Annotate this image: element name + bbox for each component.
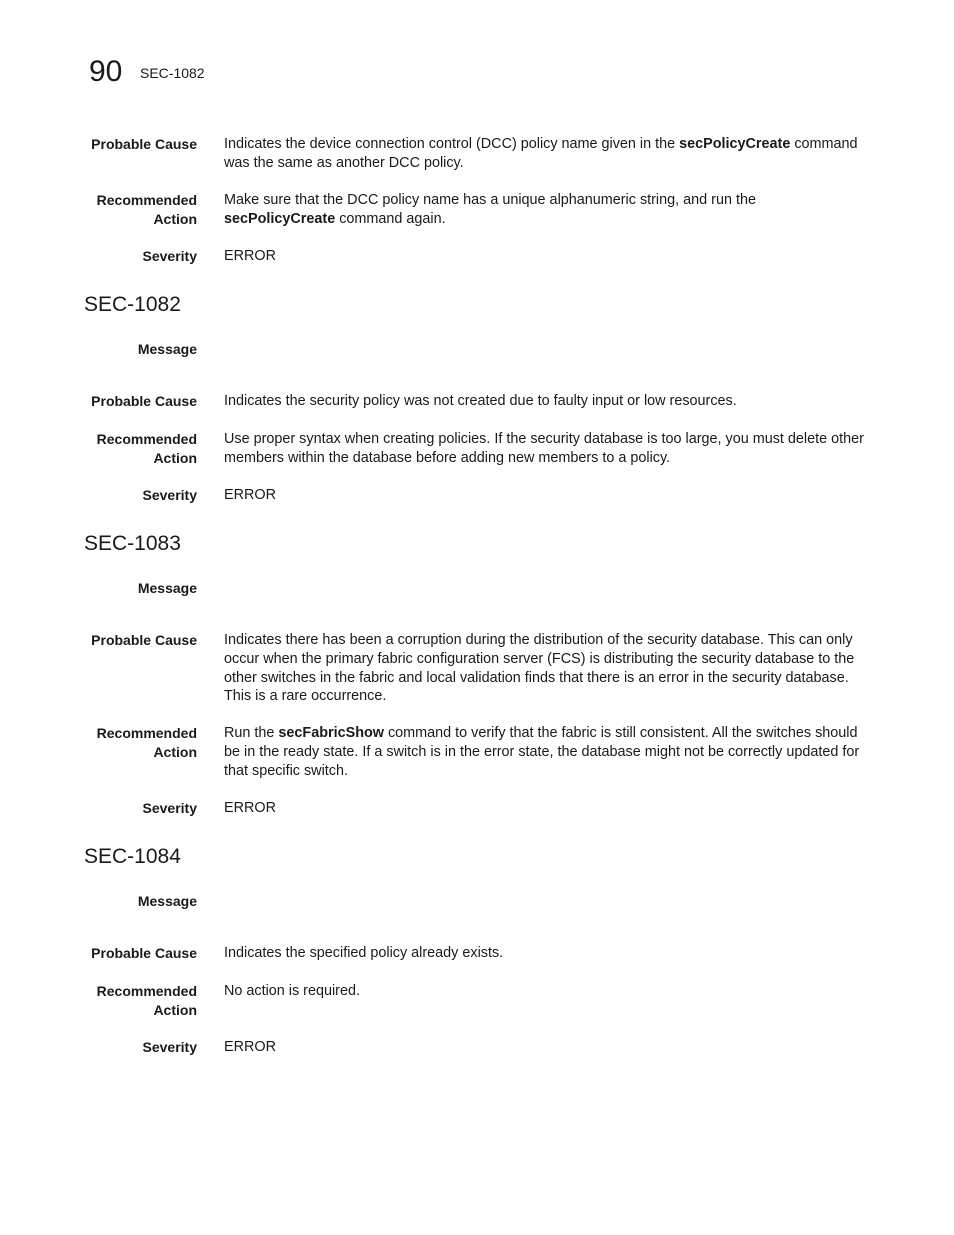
message-label: Message <box>137 580 197 596</box>
probable-cause-text: Indicates the device connection control (DCC) policy name given in the secPolicyCreate command was the same as another DCC policy. <box>224 136 858 171</box>
recommended-action-text: No action is required. <box>224 983 360 999</box>
probable-cause-label: Probable Cause <box>91 945 197 961</box>
command-name: secFabricShow <box>278 725 384 741</box>
recommended-action-text: Make sure that the DCC policy name has a unique alphanumeric string, and run the secPolicyCreate command again. <box>224 192 756 227</box>
severity-label: Severity <box>142 487 197 503</box>
page-number: 90 <box>89 55 123 88</box>
recommended-action-label: Recommended Action <box>96 192 197 227</box>
probable-cause-text: Indicates the security policy was not created due to faulty input or low resources. <box>224 393 737 409</box>
severity-value: ERROR <box>224 800 276 816</box>
section-title: SEC-1083 <box>84 532 181 555</box>
recommended-action-label: Recommended Action <box>96 983 197 1018</box>
severity-label: Severity <box>142 800 197 816</box>
command-name: secPolicyCreate <box>679 136 791 152</box>
severity-label: Severity <box>142 248 197 264</box>
probable-cause-label: Probable Cause <box>91 136 197 152</box>
recommended-action-label: Recommended Action <box>96 725 197 760</box>
section-title: SEC-1084 <box>84 845 181 868</box>
probable-cause-label: Probable Cause <box>91 632 197 648</box>
recommended-action-text: Use proper syntax when creating policies. If the security database is too large, you must delete other members within the database before adding new members to a policy. <box>224 431 864 466</box>
section-title: SEC-1082 <box>84 293 181 316</box>
running-head: SEC-1082 <box>140 65 205 81</box>
probable-cause-label: Probable Cause <box>91 393 197 409</box>
probable-cause-text: Indicates the specified policy already exists. <box>224 945 504 961</box>
severity-label: Severity <box>142 1039 197 1055</box>
recommended-action-label: Recommended Action <box>96 431 197 466</box>
command-name: secPolicyCreate <box>224 210 336 227</box>
severity-value: ERROR <box>224 487 276 503</box>
message-label: Message <box>137 893 197 909</box>
severity-value: ERROR <box>224 1039 276 1055</box>
message-label: Message <box>137 341 197 357</box>
recommended-action-text: Run the secFabricShow command to verify that the fabric is still consistent. All the switches should be in the ready state. If a switch is in the error state, the database might not be correctly updated for that specific switch. <box>224 725 860 779</box>
severity-value: ERROR <box>224 248 276 264</box>
probable-cause-text: Indicates there has been a corruption during the distribution of the security database. This can only occur when the primary fabric configuration server (FCS) is distributing the security database to the other switches in the fabric and local validation finds that there is an error in the security database. This is a rare occurrence. <box>224 632 855 705</box>
